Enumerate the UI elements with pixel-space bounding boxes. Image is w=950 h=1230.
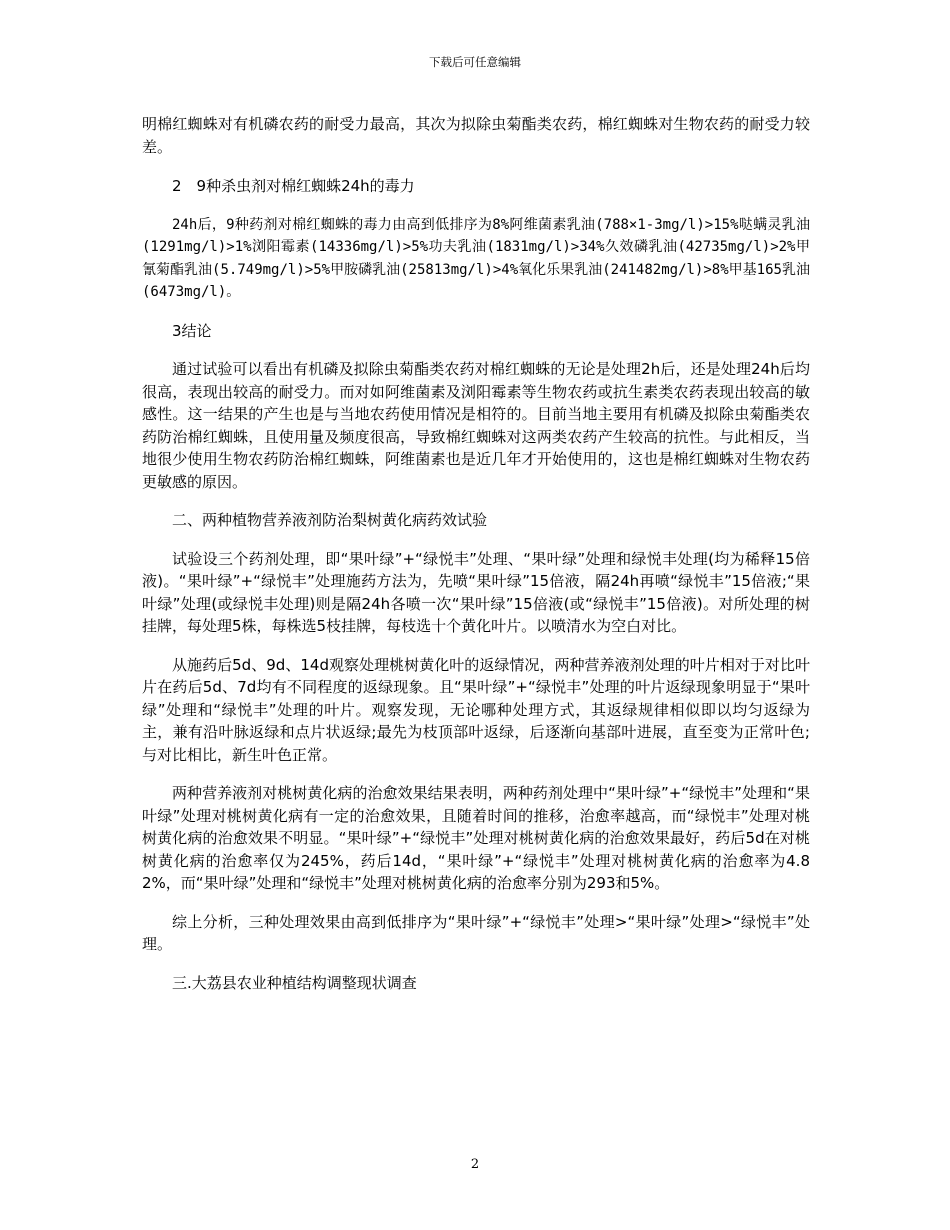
paragraph-trial-design: 试验设三个药剂处理，即“果叶绿”+“绿悦丰”处理、“果叶绿”处理和绿悦丰处理(均为稀释15倍液)。“果叶绿”+“绿悦丰”处理施药方法为，先喷“果叶绿”15倍液，隔24h再喷“绿悦丰”15倍液;“果叶绿”处理(或绿悦丰处理)则是隔24h各喷一次“果叶绿”15倍液(或“绿悦丰”15倍液)。对所处理的树挂牌，每处理5株，每株选5枝挂牌，每枝选十个黄化叶片。以喷清水为空白对比。: [142, 549, 810, 635]
paragraph-continuation: 明棉红蜘蛛对有机磷农药的耐受力最高，其次为拟除虫菊酯类农药，棉红蜘蛛对生物农药的耐受力较差。: [142, 115, 810, 156]
paragraph-conclusion: 通过试验可以看出有机磷及拟除虫菊酯类农药对棉红蜘蛛的无论是处理2h后，还是处理24h后均很高，表现出较高的耐受力。而对如阿维菌素及浏阳霉素等生物农药或抗生素类农药表现出较高的敏感性。这一结果的产生也是与当地农药使用情况是相符的。目前当地主要用有机磷及拟除虫菊酯类农药防治棉红蜘蛛，且使用量及频度很高，导致棉红蜘蛛对这两类农药产生较高的抗性。与此相反，当地很少使用生物农药防治棉红蜘蛛，阿维菌素也是近几年才开始使用的，这也是棉红蜘蛛对生物农药更敏感的原因。: [142, 360, 810, 491]
section-heading-dali-survey: 三.大荔县农业种植结构调整现状调查: [172, 973, 417, 992]
section-heading-trial-two: 二、两种植物营养液剂防治梨树黄化病药效试验: [172, 511, 488, 529]
document-body: [142, 113, 810, 1010]
paragraph-observation: 从施药后5d、9d、14d观察处理桃树黄化叶的返绿情况，两种营养液剂处理的叶片相对于对比叶片在药后5d、7d均有不同程度的返绿现象。且“果叶绿”+“绿悦丰”处理的叶片返绿现象明显于“果叶绿”处理和“绿悦丰”处理的叶片。观察发现，无论哪种处理方式，其返绿规律相似即以均匀返绿为主，兼有沿叶脉返绿和点片状返绿;最先为枝顶部叶返绿，后逐渐向基部叶进展，直至变为正常叶色;与对比相比，新生叶色正常。: [142, 655, 810, 764]
paragraph-toxicity-ranking: 24h后，9种药剂对棉红蜘蛛的毒力由高到低排序为8%阿维菌素乳油(788×1-3mg/l)>15%哒螨灵乳油(1291mg/l)>1%浏阳霉素(14336mg/l)>5%功夫乳油(1831mg/l)>34%久效磷乳油(42735mg/l)>2%甲氰菊酯乳油(5.749mg/l)>5%甲胺磷乳油(25813mg/l)>4%氧化乐果乳油(241482mg/l)>8%甲基165乳油(6473mg/l)。: [142, 216, 810, 300]
section-heading-toxicity-24h: 2 9种杀虫剂对棉红蜘蛛24h的毒力: [172, 177, 415, 195]
page-header: 下载后可任意编辑: [429, 55, 521, 69]
paragraph-summary: 综上分析，三种处理效果由高到低排序为“果叶绿”+“绿悦丰”处理>“果叶绿”处理>“绿悦丰”处理。: [142, 912, 810, 953]
page-number: 2: [470, 1157, 480, 1172]
section-heading-conclusion: 3结论: [172, 321, 212, 340]
paragraph-cure-results: 两种营养液剂对桃树黄化病的治愈效果结果表明，两种药剂处理中“果叶绿”+“绿悦丰”处理和“果叶绿”处理对桃树黄化病有一定的治愈效果，且随着时间的推移，治愈率越高，而“绿悦丰”处理对桃树黄化病的治愈效果不明显。“果叶绿”+“绿悦丰”处理对桃树黄化病的治愈效果最好，药后5d在对桃树黄化病的治愈率仅为245%，药后14d，“果叶绿”+“绿悦丰”处理对桃树黄化病的治愈率为4.82%，而“果叶绿”处理和“绿悦丰”处理对桃树黄化病的治愈率分别为293和5%。: [142, 784, 810, 892]
